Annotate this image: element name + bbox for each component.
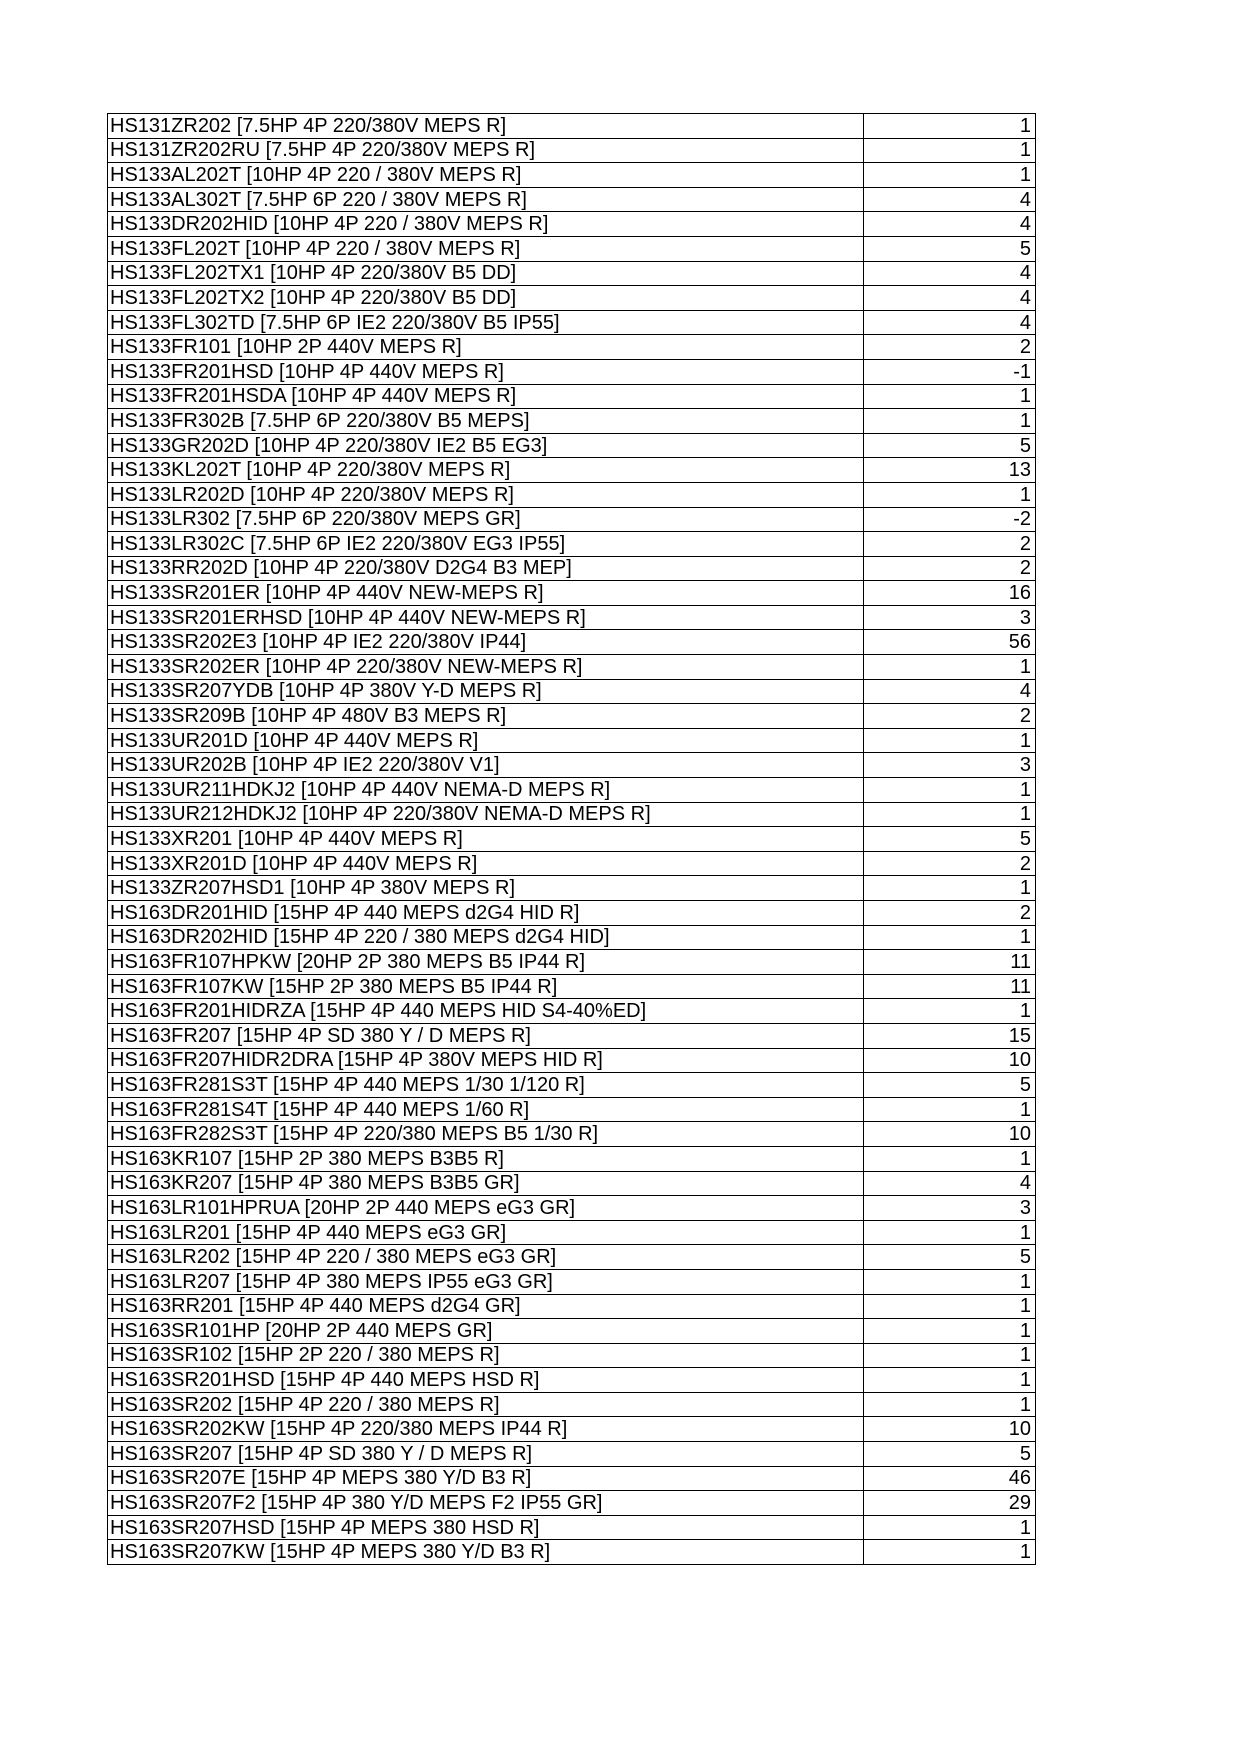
item-quantity-cell: 1 — [864, 778, 1036, 803]
item-quantity-cell: 2 — [864, 851, 1036, 876]
item-quantity-cell: 5 — [864, 236, 1036, 261]
item-description-cell: HS133FR201HSD [10HP 4P 440V MEPS R] — [108, 359, 864, 384]
item-description-cell: HS163KR107 [15HP 2P 380 MEPS B3B5 R] — [108, 1146, 864, 1171]
item-description-cell: HS163SR207 [15HP 4P SD 380 Y / D MEPS R] — [108, 1442, 864, 1467]
table-row — [108, 1515, 1036, 1540]
item-quantity-cell: 4 — [864, 1171, 1036, 1196]
item-quantity-cell: 1 — [864, 114, 1036, 139]
table-row — [108, 581, 1036, 606]
item-description-cell: HS163SR202 [15HP 4P 220 / 380 MEPS R] — [108, 1392, 864, 1417]
item-description-cell: HS133SR201ER [10HP 4P 440V NEW-MEPS R] — [108, 581, 864, 606]
item-quantity-cell: 1 — [864, 409, 1036, 434]
item-quantity-cell: 1 — [864, 384, 1036, 409]
item-quantity-cell: 1 — [864, 1220, 1036, 1245]
table-row — [108, 433, 1036, 458]
item-quantity-cell: 56 — [864, 630, 1036, 655]
table-row — [108, 187, 1036, 212]
table-row — [108, 335, 1036, 360]
item-quantity-cell: 5 — [864, 1442, 1036, 1467]
table-row — [108, 261, 1036, 286]
table-row — [108, 1171, 1036, 1196]
item-description-cell: HS163FR282S3T [15HP 4P 220/380 MEPS B5 1/30 R] — [108, 1122, 864, 1147]
item-quantity-cell: 4 — [864, 679, 1036, 704]
item-quantity-cell: 5 — [864, 433, 1036, 458]
inventory-table — [107, 113, 1036, 1565]
item-quantity-cell: 11 — [864, 950, 1036, 975]
item-quantity-cell: 16 — [864, 581, 1036, 606]
item-description-cell: HS133SR209B [10HP 4P 480V B3 MEPS R] — [108, 704, 864, 729]
item-quantity-cell: 1 — [864, 138, 1036, 163]
item-description-cell: HS163SR202KW [15HP 4P 220/380 MEPS IP44 R] — [108, 1417, 864, 1442]
item-description-cell: HS163SR207HSD [15HP 4P MEPS 380 HSD R] — [108, 1515, 864, 1540]
table-row — [108, 827, 1036, 852]
table-row — [108, 753, 1036, 778]
item-quantity-cell: -2 — [864, 507, 1036, 532]
item-quantity-cell: 1 — [864, 1319, 1036, 1344]
item-quantity-cell: 1 — [864, 876, 1036, 901]
item-quantity-cell: 10 — [864, 1122, 1036, 1147]
table-row — [108, 409, 1036, 434]
table-row — [108, 1392, 1036, 1417]
table-row — [108, 138, 1036, 163]
item-description-cell: HS133LR302C [7.5HP 6P IE2 220/380V EG3 IP55] — [108, 532, 864, 557]
table-row — [108, 999, 1036, 1024]
table-row — [108, 704, 1036, 729]
item-quantity-cell: 1 — [864, 1540, 1036, 1565]
item-quantity-cell: 2 — [864, 704, 1036, 729]
item-quantity-cell: 5 — [864, 1073, 1036, 1098]
item-quantity-cell: 10 — [864, 1417, 1036, 1442]
table-row — [108, 901, 1036, 926]
item-description-cell: HS163LR202 [15HP 4P 220 / 380 MEPS eG3 GR] — [108, 1245, 864, 1270]
table-row — [108, 212, 1036, 237]
item-description-cell: HS133FL302TD [7.5HP 6P IE2 220/380V B5 IP55] — [108, 310, 864, 335]
table-row — [108, 532, 1036, 557]
item-description-cell: HS163DR201HID [15HP 4P 440 MEPS d2G4 HID R] — [108, 901, 864, 926]
item-quantity-cell: 2 — [864, 532, 1036, 557]
item-quantity-cell: 2 — [864, 335, 1036, 360]
item-quantity-cell: 11 — [864, 974, 1036, 999]
item-description-cell: HS133XR201 [10HP 4P 440V MEPS R] — [108, 827, 864, 852]
item-description-cell: HS133UR201D [10HP 4P 440V MEPS R] — [108, 728, 864, 753]
item-description-cell: HS133AL302T [7.5HP 6P 220 / 380V MEPS R] — [108, 187, 864, 212]
item-description-cell: HS163FR207 [15HP 4P SD 380 Y / D MEPS R] — [108, 1023, 864, 1048]
table-row — [108, 236, 1036, 261]
table-row — [108, 1220, 1036, 1245]
item-description-cell: HS133SR202ER [10HP 4P 220/380V NEW-MEPS R] — [108, 655, 864, 680]
item-quantity-cell: 1 — [864, 925, 1036, 950]
table-row — [108, 556, 1036, 581]
table-row — [108, 1491, 1036, 1516]
table-row — [108, 1417, 1036, 1442]
item-quantity-cell: 1 — [864, 1269, 1036, 1294]
item-description-cell: HS133RR202D [10HP 4P 220/380V D2G4 B3 MEP] — [108, 556, 864, 581]
table-row — [108, 1442, 1036, 1467]
item-description-cell: HS163SR101HP [20HP 2P 440 MEPS GR] — [108, 1319, 864, 1344]
table-row — [108, 163, 1036, 188]
item-quantity-cell: 1 — [864, 728, 1036, 753]
item-description-cell: HS163FR281S4T [15HP 4P 440 MEPS 1/60 R] — [108, 1097, 864, 1122]
table-row — [108, 1319, 1036, 1344]
item-description-cell: HS163FR201HIDRZA [15HP 4P 440 MEPS HID S4-40%ED] — [108, 999, 864, 1024]
item-quantity-cell: 4 — [864, 212, 1036, 237]
item-description-cell: HS133KL202T [10HP 4P 220/380V MEPS R] — [108, 458, 864, 483]
item-quantity-cell: 13 — [864, 458, 1036, 483]
item-description-cell: HS163FR281S3T [15HP 4P 440 MEPS 1/30 1/120 R] — [108, 1073, 864, 1098]
item-quantity-cell: 1 — [864, 999, 1036, 1024]
item-description-cell: HS133LR302 [7.5HP 6P 220/380V MEPS GR] — [108, 507, 864, 532]
table-row — [108, 1368, 1036, 1393]
item-quantity-cell: 3 — [864, 1196, 1036, 1221]
table-row — [108, 1097, 1036, 1122]
item-quantity-cell: 1 — [864, 1368, 1036, 1393]
item-quantity-cell: 1 — [864, 1392, 1036, 1417]
item-quantity-cell: 2 — [864, 556, 1036, 581]
table-row — [108, 1269, 1036, 1294]
item-description-cell: HS131ZR202RU [7.5HP 4P 220/380V MEPS R] — [108, 138, 864, 163]
item-description-cell: HS133FL202TX2 [10HP 4P 220/380V B5 DD] — [108, 286, 864, 311]
item-description-cell: HS163RR201 [15HP 4P 440 MEPS d2G4 GR] — [108, 1294, 864, 1319]
item-description-cell: HS133FR201HSDA [10HP 4P 440V MEPS R] — [108, 384, 864, 409]
item-description-cell: HS133UR211HDKJ2 [10HP 4P 440V NEMA-D MEPS R] — [108, 778, 864, 803]
item-description-cell: HS133FL202T [10HP 4P 220 / 380V MEPS R] — [108, 236, 864, 261]
table-row — [108, 384, 1036, 409]
table-row — [108, 974, 1036, 999]
item-quantity-cell: 4 — [864, 261, 1036, 286]
item-description-cell: HS133FR302B [7.5HP 6P 220/380V B5 MEPS] — [108, 409, 864, 434]
table-row — [108, 1294, 1036, 1319]
table-row — [108, 114, 1036, 139]
item-quantity-cell: 29 — [864, 1491, 1036, 1516]
item-quantity-cell: 10 — [864, 1048, 1036, 1073]
item-description-cell: HS163DR202HID [15HP 4P 220 / 380 MEPS d2G4 HID] — [108, 925, 864, 950]
item-quantity-cell: 46 — [864, 1466, 1036, 1491]
item-description-cell: HS133SR207YDB [10HP 4P 380V Y-D MEPS R] — [108, 679, 864, 704]
item-quantity-cell: 1 — [864, 655, 1036, 680]
item-description-cell: HS163SR207KW [15HP 4P MEPS 380 Y/D B3 R] — [108, 1540, 864, 1565]
table-row — [108, 630, 1036, 655]
table-row — [108, 1073, 1036, 1098]
item-quantity-cell: 2 — [864, 901, 1036, 926]
table-row — [108, 1466, 1036, 1491]
item-description-cell: HS133AL202T [10HP 4P 220 / 380V MEPS R] — [108, 163, 864, 188]
item-description-cell: HS163FR107KW [15HP 2P 380 MEPS B5 IP44 R] — [108, 974, 864, 999]
item-description-cell: HS133ZR207HSD1 [10HP 4P 380V MEPS R] — [108, 876, 864, 901]
table-row — [108, 482, 1036, 507]
table-row — [108, 458, 1036, 483]
item-quantity-cell: 4 — [864, 187, 1036, 212]
item-description-cell: HS163SR102 [15HP 2P 220 / 380 MEPS R] — [108, 1343, 864, 1368]
item-quantity-cell: 1 — [864, 1515, 1036, 1540]
table-row — [108, 655, 1036, 680]
item-quantity-cell: 1 — [864, 802, 1036, 827]
table-row — [108, 851, 1036, 876]
table-row — [108, 310, 1036, 335]
table-row — [108, 925, 1036, 950]
item-description-cell: HS133SR202E3 [10HP 4P IE2 220/380V IP44] — [108, 630, 864, 655]
item-quantity-cell: 1 — [864, 1097, 1036, 1122]
item-quantity-cell: 1 — [864, 1343, 1036, 1368]
table-row — [108, 1540, 1036, 1565]
table-row — [108, 778, 1036, 803]
item-quantity-cell: 1 — [864, 163, 1036, 188]
table-row — [108, 1023, 1036, 1048]
table-row — [108, 1245, 1036, 1270]
item-description-cell: HS163LR101HPRUA [20HP 2P 440 MEPS eG3 GR] — [108, 1196, 864, 1221]
item-description-cell: HS131ZR202 [7.5HP 4P 220/380V MEPS R] — [108, 114, 864, 139]
item-quantity-cell: 1 — [864, 1146, 1036, 1171]
item-description-cell: HS133LR202D [10HP 4P 220/380V MEPS R] — [108, 482, 864, 507]
table-row — [108, 605, 1036, 630]
item-description-cell: HS163SR207E [15HP 4P MEPS 380 Y/D B3 R] — [108, 1466, 864, 1491]
table-row — [108, 1343, 1036, 1368]
item-quantity-cell: 1 — [864, 482, 1036, 507]
item-quantity-cell: 4 — [864, 310, 1036, 335]
table-row — [108, 1122, 1036, 1147]
item-description-cell: HS133SR201ERHSD [10HP 4P 440V NEW-MEPS R] — [108, 605, 864, 630]
table-row — [108, 679, 1036, 704]
item-description-cell: HS133FL202TX1 [10HP 4P 220/380V B5 DD] — [108, 261, 864, 286]
item-quantity-cell: 5 — [864, 1245, 1036, 1270]
table-row — [108, 1048, 1036, 1073]
item-description-cell: HS133UR212HDKJ2 [10HP 4P 220/380V NEMA-D MEPS R] — [108, 802, 864, 827]
item-description-cell: HS133UR202B [10HP 4P IE2 220/380V V1] — [108, 753, 864, 778]
item-description-cell: HS163FR207HIDR2DRA [15HP 4P 380V MEPS HID R] — [108, 1048, 864, 1073]
table-row — [108, 1146, 1036, 1171]
item-description-cell: HS163FR107HPKW [20HP 2P 380 MEPS B5 IP44 R] — [108, 950, 864, 975]
item-quantity-cell: 4 — [864, 286, 1036, 311]
table-row — [108, 507, 1036, 532]
item-quantity-cell: 1 — [864, 1294, 1036, 1319]
table-row — [108, 802, 1036, 827]
table-row — [108, 1196, 1036, 1221]
table-row — [108, 876, 1036, 901]
item-description-cell: HS133FR101 [10HP 2P 440V MEPS R] — [108, 335, 864, 360]
item-quantity-cell: 15 — [864, 1023, 1036, 1048]
item-description-cell: HS163LR201 [15HP 4P 440 MEPS eG3 GR] — [108, 1220, 864, 1245]
table-row — [108, 359, 1036, 384]
item-description-cell: HS163SR207F2 [15HP 4P 380 Y/D MEPS F2 IP55 GR] — [108, 1491, 864, 1516]
table-row — [108, 728, 1036, 753]
item-description-cell: HS133DR202HID [10HP 4P 220 / 380V MEPS R] — [108, 212, 864, 237]
table-row — [108, 286, 1036, 311]
table-row — [108, 950, 1036, 975]
item-description-cell: HS163KR207 [15HP 4P 380 MEPS B3B5 GR] — [108, 1171, 864, 1196]
inventory-table-body — [108, 114, 1036, 1565]
item-quantity-cell: 5 — [864, 827, 1036, 852]
item-description-cell: HS133XR201D [10HP 4P 440V MEPS R] — [108, 851, 864, 876]
item-quantity-cell: 3 — [864, 605, 1036, 630]
item-description-cell: HS163SR201HSD [15HP 4P 440 MEPS HSD R] — [108, 1368, 864, 1393]
item-quantity-cell: 3 — [864, 753, 1036, 778]
item-quantity-cell: -1 — [864, 359, 1036, 384]
item-description-cell: HS163LR207 [15HP 4P 380 MEPS IP55 eG3 GR] — [108, 1269, 864, 1294]
item-description-cell: HS133GR202D [10HP 4P 220/380V IE2 B5 EG3] — [108, 433, 864, 458]
